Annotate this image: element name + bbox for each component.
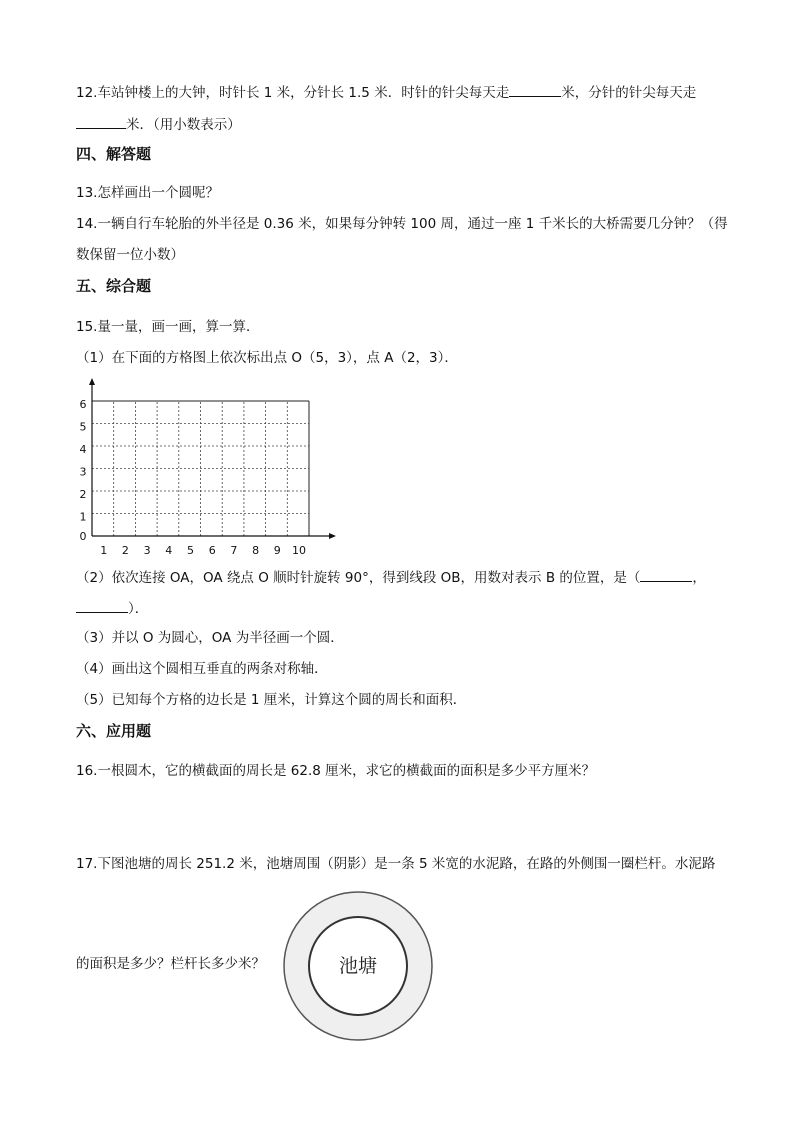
- q16-text: 16.一根圆木，它的横截面的周长是 62.8 厘米，求它的横截面的面积是多少平方厘米？: [76, 763, 596, 779]
- pond-label: 池塘: [338, 955, 378, 977]
- y-axis-arrow-icon: [89, 378, 95, 385]
- q15-part4: （4）画出这个圆相互垂直的两条对称轴．: [76, 661, 328, 677]
- y-tick-label: 4: [79, 443, 87, 456]
- section-4-heading: 四、解答题: [76, 145, 152, 163]
- x-tick-label: 7: [230, 544, 238, 557]
- q15-blank-by[interactable]: [76, 598, 128, 613]
- q15-part5: （5）已知每个方格的边长是 1 厘米，计算这个圆的周长和面积．: [76, 692, 467, 708]
- y-tick-label: 2: [79, 488, 87, 501]
- q17-line1: 17.下图池塘的周长 251.2 米，池塘周围（阴影）是一条 5 米宽的水泥路，在路的外侧围一圈栏杆。水泥路: [76, 856, 716, 872]
- q12-line2: [76, 114, 241, 134]
- y-tick-label: 3: [79, 465, 87, 479]
- q12-blank-hour[interactable]: [509, 82, 561, 97]
- q15-stem: 15.量一量，画一画，算一算．: [76, 319, 260, 335]
- q12-text-b: 米，分针的针尖每天走: [561, 85, 697, 101]
- y-tick-label: 5: [79, 420, 87, 434]
- origin-label: 0: [79, 530, 87, 543]
- q13-text: 13.怎样画出一个圆呢？: [76, 185, 219, 201]
- q15-part2-line2: [76, 598, 148, 618]
- q12-text-a: 12.车站钟楼上的大钟，时针长 1 米，分针长 1.5 米．时针的针尖每天走: [76, 85, 510, 101]
- q15-part2-line1: [76, 567, 706, 587]
- x-tick-label: 8: [252, 544, 260, 557]
- q14-line2: 数保留一位小数）: [76, 247, 184, 263]
- x-tick-label: 2: [121, 544, 129, 557]
- x-tick-label: 1: [100, 544, 108, 557]
- x-tick-label: 9: [273, 544, 281, 557]
- x-tick-label: 4: [165, 544, 173, 557]
- q12-line1: [76, 82, 696, 102]
- x-tick-label: 6: [208, 544, 216, 557]
- y-tick-label: 6: [79, 398, 87, 411]
- q15-part2-close: ）．: [128, 601, 149, 617]
- q14-line1: 14.一辆自行车轮胎的外半径是 0.36 米，如果每分钟转 100 周，通过一座 1 千米长的大桥需要几分钟？（得: [76, 216, 728, 232]
- coordinate-grid[interactable]: [72, 376, 342, 562]
- q15-part3: （3）并以 O 为圆心，OA 为半径画一个圆．: [76, 630, 344, 646]
- x-axis-arrow-icon: [329, 533, 336, 539]
- q15-part2-text: （2）依次连接 OA，OA 绕点 O 顺时针旋转 90°，得到线段 OB，用数对表示 B 的位置，是（: [76, 570, 641, 586]
- q15-part1: （1）在下面的方格图上依次标出点 O（5，3），点 A（2，3）．: [76, 350, 458, 366]
- x-tick-label: 5: [187, 544, 194, 557]
- q15-part2-comma: ，: [692, 570, 706, 586]
- q12-blank-minute[interactable]: [76, 114, 126, 129]
- section-6-heading: 六、应用题: [76, 722, 152, 740]
- q17-line2: 的面积是多少？栏杆长多少米？: [76, 956, 265, 972]
- section-5-heading: 五、综合题: [76, 277, 152, 295]
- x-tick-label: 10: [292, 544, 306, 557]
- x-tick-label: 3: [143, 544, 151, 557]
- q12-text-c: 米．（用小数表示）: [126, 117, 241, 133]
- y-tick-label: 1: [79, 510, 87, 524]
- pond-figure: [280, 890, 436, 1046]
- q15-blank-bx[interactable]: [640, 567, 692, 582]
